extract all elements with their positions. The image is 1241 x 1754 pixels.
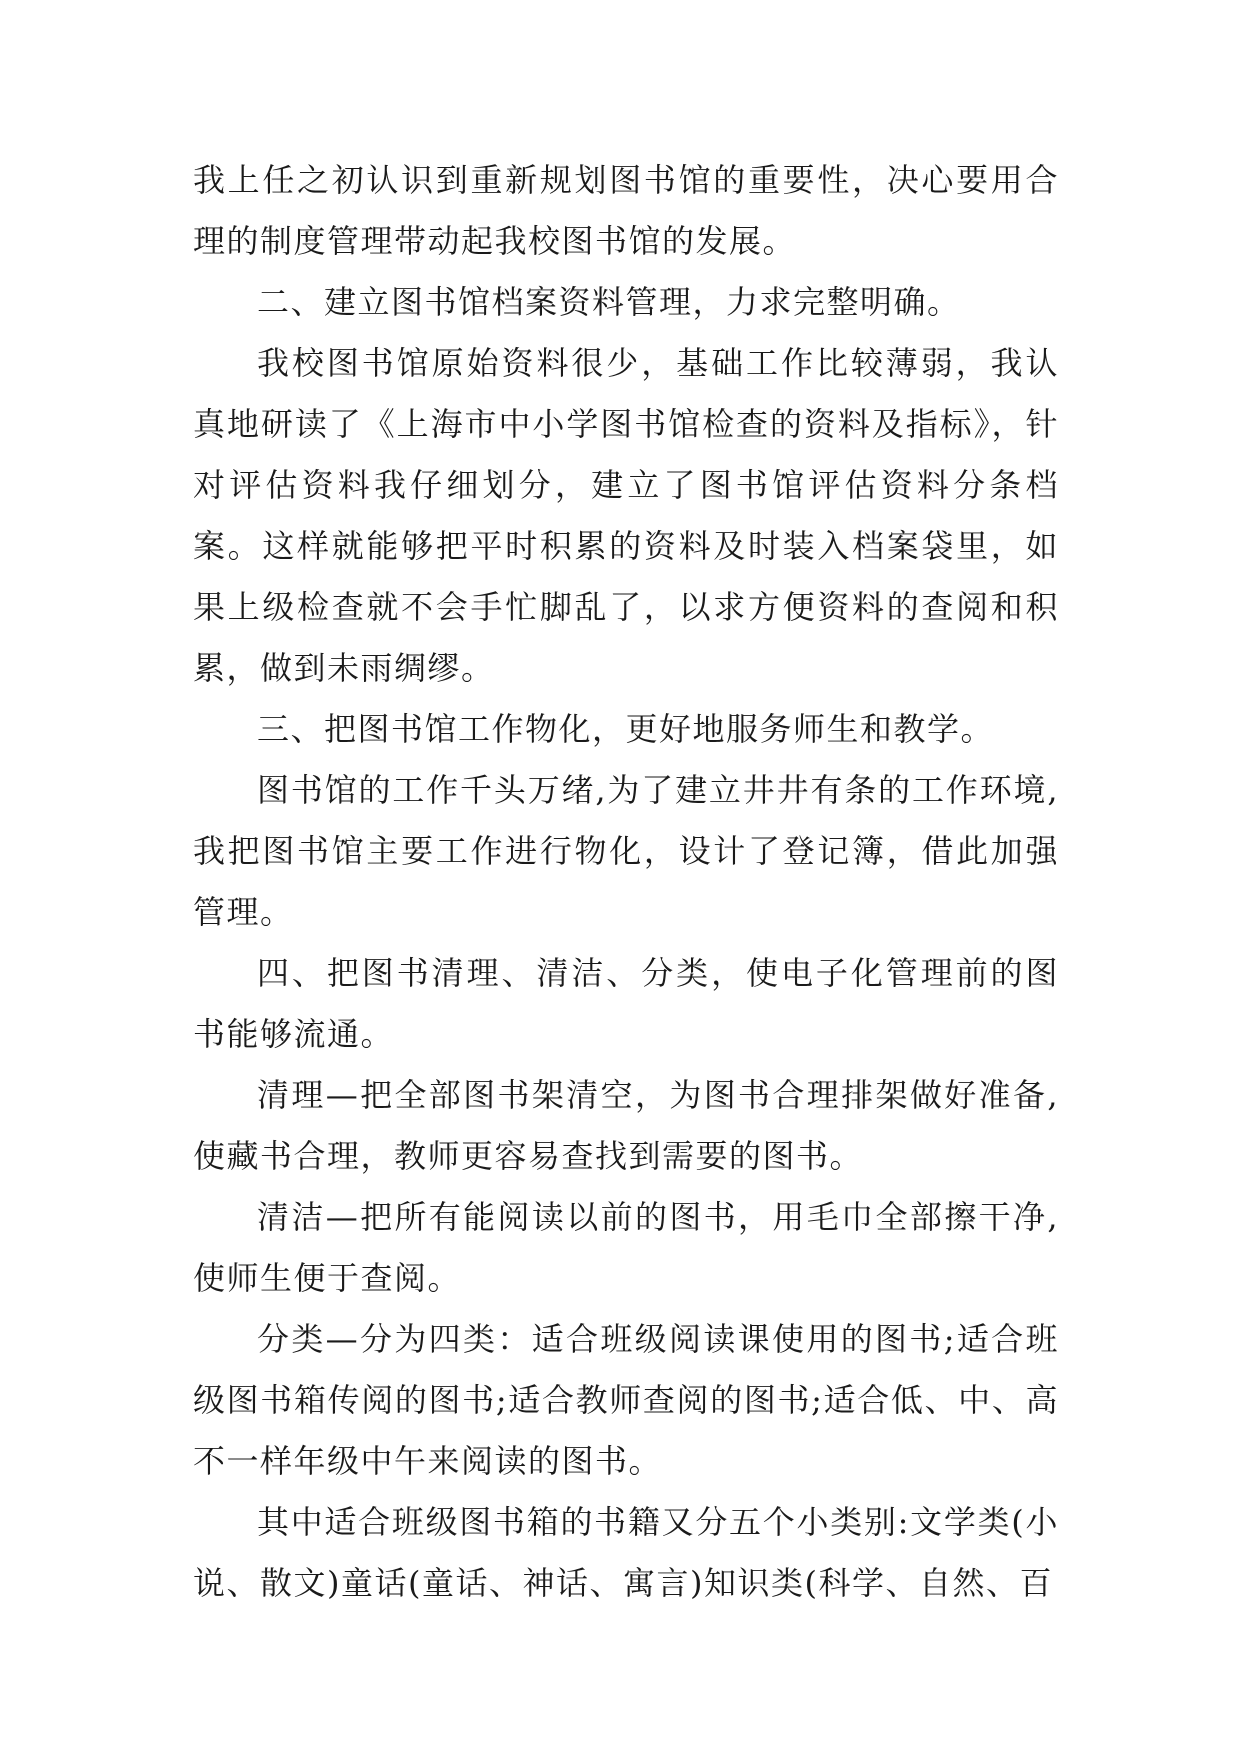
paragraph-cleanup: 清理—把全部图书架清空，为图书合理排架做好准备,使藏书合理，教师更容易查找到需要的图书。 — [193, 1076, 1059, 1175]
paragraph-classification: 分类—分为四类：适合班级阅读课使用的图书;适合班级图书箱传阅的图书;适合教师查阅的图书;适合低、中、高不一样年级中午来阅读的图书。 — [193, 1320, 1059, 1480]
paragraph-archive: 我校图书馆原始资料很少，基础工作比较薄弱，我认真地研读了《上海市中小学图书馆检查的资料及指标》，针对评估资料我仔细划分，建立了图书馆评估资料分条档案。这样就能够把平时积累的资料及时装入档案袋里，如果上级检查就不会手忙脚乱了，以求方便资料的查阅和积累，做到未雨绸缪。 — [193, 344, 1059, 687]
paragraph-materialize: 图书馆的工作千头万绪,为了建立井井有条的工作环境,我把图书馆主要工作进行物化，设计了登记簿，借此加强管理。 — [193, 771, 1059, 931]
section-heading-2: 二、建立图书馆档案资料管理，力求完整明确。 — [257, 283, 961, 321]
paragraph-subcategories: 其中适合班级图书箱的书籍又分五个小类别:文学类(小说、散文)童话(童话、神话、寓言)知识类(科学、自然、百 — [193, 1503, 1059, 1602]
paragraph-cleaning: 清洁—把所有能阅读以前的图书，用毛巾全部擦干净,使师生便于查阅。 — [193, 1198, 1059, 1297]
document-body — [193, 150, 1059, 1614]
paragraph-intro: 我上任之初认识到重新规划图书馆的重要性，决心要用合理的制度管理带动起我校图书馆的发展。 — [193, 161, 1059, 260]
section-heading-3: 三、把图书馆工作物化，更好地服务师生和教学。 — [257, 710, 995, 748]
section-heading-4: 四、把图书清理、清洁、分类，使电子化管理前的图书能够流通。 — [193, 954, 1059, 1053]
